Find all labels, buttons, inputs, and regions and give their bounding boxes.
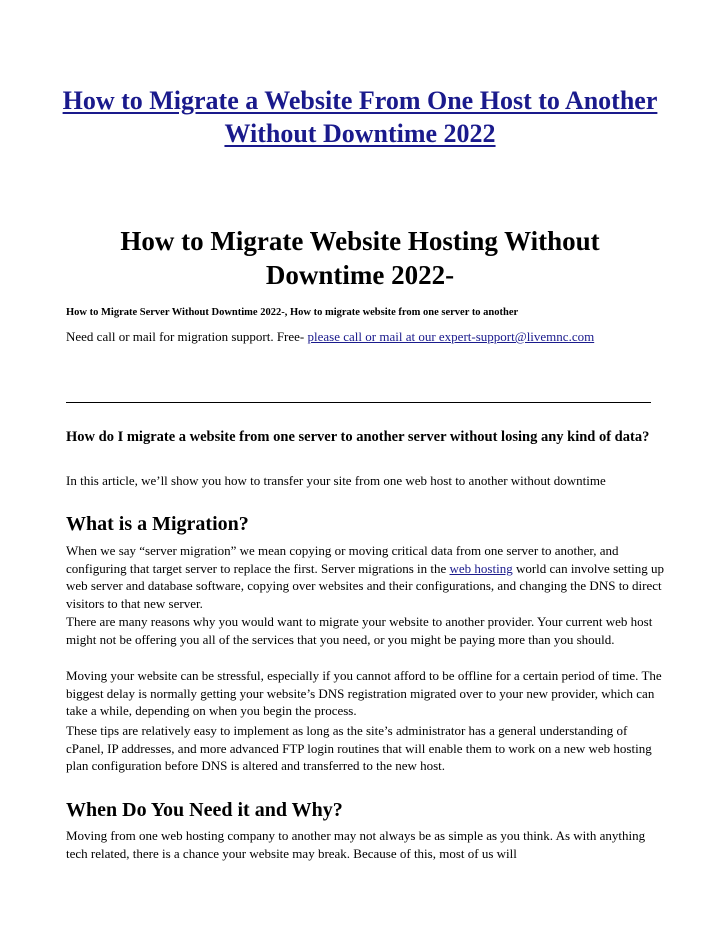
document-title [60, 84, 660, 150]
paragraph-text: world can involve setting up web server and database software, copying over websites and their configurations, and changing the DNS to direct visitors to that new server. [66, 560, 664, 611]
paragraph-when: Moving from one web hosting company to another may not always be as simple as you think. As with anything tech related, there is a chance your website may break. Because of this, most of us will [66, 828, 646, 861]
contact-text: Need call or mail for migration support. Free- [66, 329, 308, 344]
horizontal-rule [66, 402, 651, 403]
contact-link[interactable]: please call or mail at our expert-support@livemnc.com [307, 329, 595, 344]
intro-line: In this article, we’ll show you how to transfer your site from one web host to another without downtime [66, 473, 606, 488]
keywords-line: How to Migrate Server Without Downtime 2022-, How to migrate website from one server to another [66, 307, 519, 318]
paragraph-tips: These tips are relatively easy to implement as long as the site’s administrator has a general understanding of cPanel, IP addresses, and more advanced FTP login routines that will enable them to work on a new web hosting plan configuration before DNS is altered and transferred to the new host. [66, 723, 652, 773]
question-heading: How do I migrate a website from one server to another server without losing any kind of data? [66, 429, 650, 445]
section-heading-migration: What is a Migration? [66, 513, 249, 535]
paragraph-migration-definition [66, 542, 666, 612]
paragraph-reasons: There are many reasons why you would want to migrate your website to another provider. Your current web host might not be offering you all of the services that you need, or you might be paying more than you should. [66, 614, 653, 647]
paragraph-stress: Moving your website can be stressful, especially if you cannot afford to be offline for a certain period of time. The biggest delay is normally getting your website’s DNS registration migrated over to your new provider, which can take a while, depending on when you begin the process. [66, 668, 662, 718]
section-heading-when: When Do You Need it and Why? [66, 799, 343, 821]
paragraph-text: When we say “server migration” we mean copying or moving critical data from one server to another, and configuring that target server to replace the first. Server migrations in the [66, 543, 619, 576]
web-hosting-link[interactable]: web hosting [449, 560, 513, 576]
main-heading: How to Migrate Website Hosting Without Downtime 2022- [120, 226, 600, 290]
contact-line [66, 328, 666, 346]
title-link[interactable]: How to Migrate a Website From One Host to Another Without Downtime 2022 [62, 86, 658, 148]
